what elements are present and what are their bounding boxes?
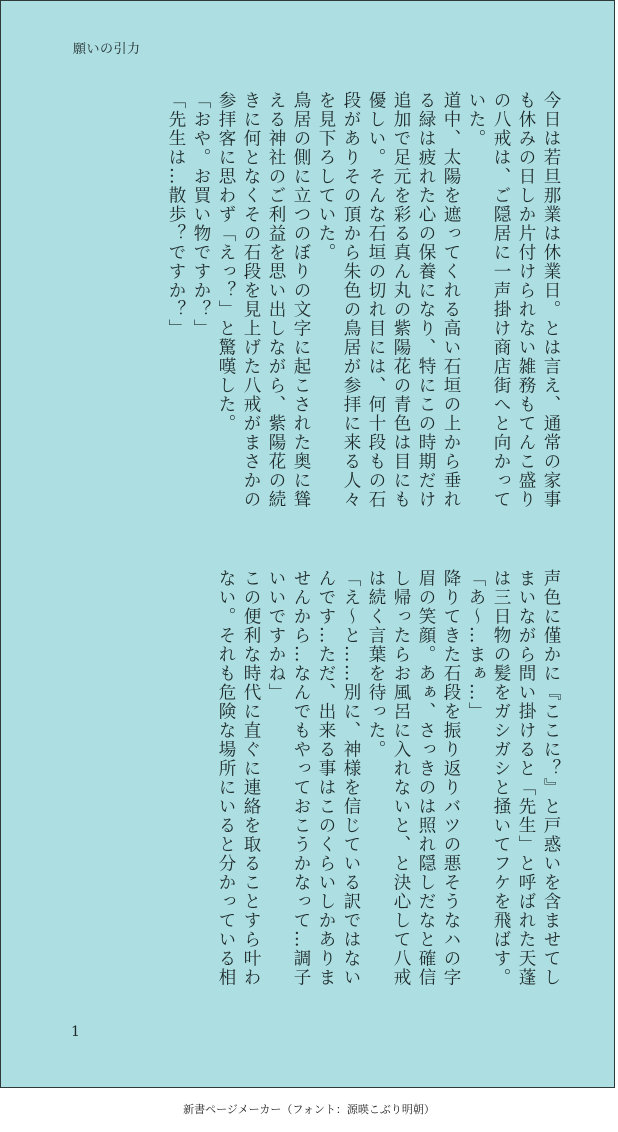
paragraph: 降りてきた石段を振り返りバツの悪そうなハの字 眉の笑顔。あぁ、さっきのは照れ隠しだなと確信 し帰ったらお風呂に入れないと、と決心して八戒 は続く言葉を待った。: [366, 569, 461, 987]
paragraph: 鳥居の側に立つのぼりの文字に起こされた奥に聳 える神社のご利益を思い出しながら、紫陽花の続 きに何となくその石段を見上げた八戒がまさかの 参拝客に思わず「えっ？」と驚嘆した。: [216, 91, 311, 509]
paragraph: 声色に僅かに『ここに？』と戸惑いを含ませてし まいながら問い掛けると「先生」と呼ばれた天蓬 は三日物の髪をガシガシと掻いてフケを飛ばす。: [491, 569, 561, 987]
dialogue: 「え〜と……別に、神様を信じている訳ではない んです…ただ、出来る事はこのくらいしかありま せんから…なんでもやっておこうかなって…調子 いいですかね」: [266, 569, 361, 987]
paragraph: この便利な時代に直ぐに連絡を取ることすら叶わ ない。それも危険な場所にいると分かっている相: [216, 569, 261, 987]
lower-text-block: [63, 569, 563, 989]
upper-text-block: [63, 91, 563, 511]
dialogue: 「おや。お買い物ですか？」 「先生は…散歩？ですか？」: [166, 91, 211, 338]
page-number: 1: [71, 1024, 80, 1040]
running-title: 願いの引力: [73, 42, 141, 57]
generator-credit: 新書ページメーカー（フォント：源暎こぶり明朝）: [183, 1103, 435, 1116]
dialogue: 「あ〜…まぁ…」: [466, 569, 486, 721]
paragraph: 道中、太陽を遮ってくれる高い石垣の上から垂れ る緑は疲れた心の保養になり、特にこの時期だけ 追加で足元を彩る真ん丸の紫陽花の青色は目にも 優しい。そんな石垣の切れ目には、何十段もの石 段がありその頂から朱色の鳥居が参拝に来る人々 を見下ろしていた。: [316, 91, 461, 509]
paragraph: 今日は若旦那業は休業日。とは言え、通常の家事 も休みの日しか片付けられない雑務もてんこ盛り の八戒は、ご隠居に一声掛け商店街へと向かって いた。: [466, 91, 561, 509]
